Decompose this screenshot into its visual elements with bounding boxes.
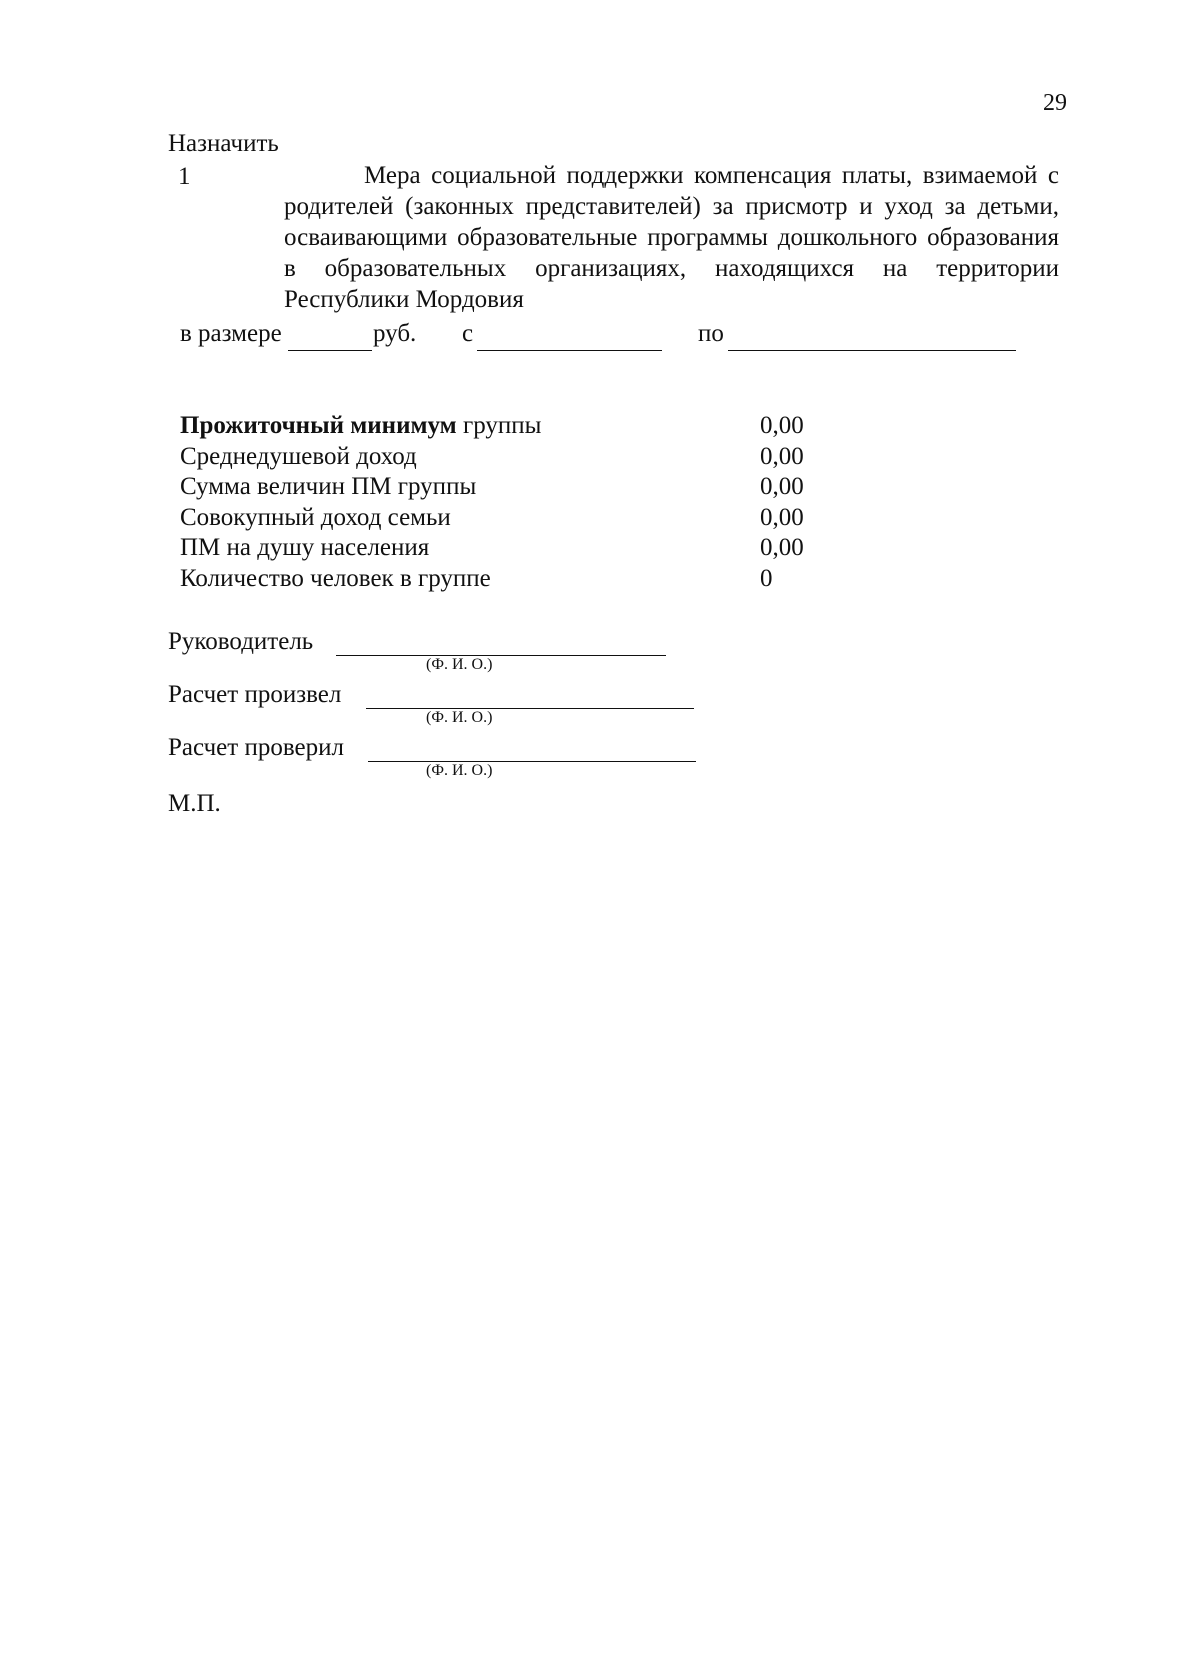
item-number: 1 [178, 163, 191, 190]
summary-table [180, 412, 880, 595]
to-label: по [698, 320, 724, 347]
summary-row [180, 534, 880, 565]
summary-value: 0 [760, 564, 773, 592]
signature-caption: (Ф. И. О.) [426, 656, 493, 673]
summary-value: 0,00 [760, 534, 804, 561]
currency-label: руб. [373, 320, 417, 347]
summary-value: 0,00 [760, 412, 804, 439]
summary-row [180, 565, 880, 596]
summary-label [180, 412, 541, 440]
amount-blank[interactable] [288, 324, 372, 351]
summary-label-rest: ПМ на душу населения [180, 534, 430, 561]
signature-line[interactable] [366, 707, 694, 709]
summary-label-rest: Сумма величин ПМ группы [180, 473, 477, 500]
signature-caption: (Ф. И. О.) [426, 709, 493, 726]
summary-label [180, 504, 451, 532]
signature-line[interactable] [336, 654, 666, 656]
summary-row [180, 443, 880, 474]
page-number: 29 [1043, 90, 1067, 116]
summary-label [180, 534, 429, 562]
from-label: с [462, 320, 474, 347]
signature-label: Расчет произвел [168, 681, 342, 708]
summary-label-rest: группы [456, 412, 542, 439]
summary-row [180, 473, 880, 504]
to-date-blank[interactable] [728, 324, 1016, 351]
summary-label-rest: Среднедушевой доход [180, 442, 417, 470]
summary-label-rest: Совокупный доход семьи [180, 503, 451, 531]
measure-text: Мера социальной поддержки компенсация платы, взимаемой с родителей (законных представителей) за присмотр и уход за детьми, осваивающими образовательные программы дошкольного образования в образовательных организациях, находящихся на территории Республики Мордовия [284, 162, 1059, 313]
summary-label-bold: Прожиточный минимум [180, 412, 457, 439]
stamp-mark: М.П. [168, 790, 221, 817]
signature-line[interactable] [368, 760, 696, 762]
summary-row [180, 412, 880, 443]
summary-label [180, 473, 476, 501]
assign-heading: Назначить [168, 130, 279, 157]
summary-label [180, 443, 417, 471]
signature-label: Руководитель [168, 628, 314, 655]
summary-value: 0,00 [760, 442, 804, 470]
summary-row [180, 504, 880, 535]
summary-label [180, 565, 491, 593]
signature-label: Расчет проверил [168, 734, 344, 761]
summary-value: 0,00 [760, 503, 804, 531]
summary-label-rest: Количество человек в группе [180, 564, 491, 592]
size-label: в размере [180, 320, 282, 347]
from-date-blank[interactable] [477, 324, 662, 351]
signature-caption: (Ф. И. О.) [426, 762, 493, 779]
summary-value: 0,00 [760, 473, 804, 500]
